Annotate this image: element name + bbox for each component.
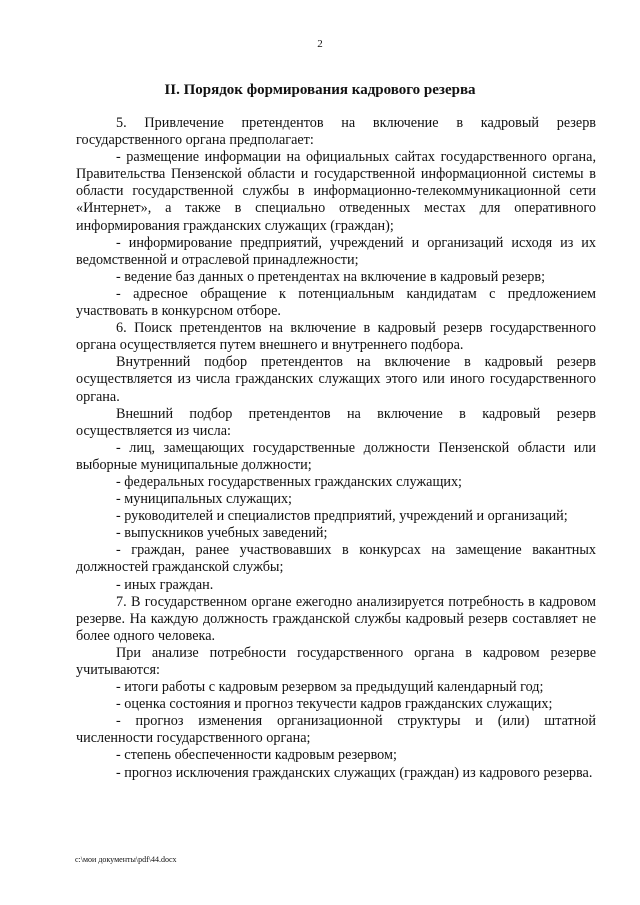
paragraph: Внутренний подбор претендентов на включение в кадровый резерв осуществляется из числа гражданских служащих этого или иного государственного органа.	[76, 354, 596, 405]
paragraph: - оценка состояния и прогноз текучести кадров гражданских служащих;	[116, 696, 553, 713]
section-title: II. Порядок формирования кадрового резерва	[164, 82, 476, 98]
document-body	[76, 115, 596, 782]
paragraph: - информирование предприятий, учреждений и организаций исходя из их ведомственной и отраслевой принадлежности;	[76, 234, 596, 268]
paragraph: - ведение баз данных о претендентах на включение в кадровый резерв;	[116, 268, 546, 285]
paragraph: - муниципальных служащих;	[116, 491, 292, 508]
paragraph: - граждан, ранее участвовавших в конкурсах на замещение вакантных должностей гражданской службы;	[76, 542, 596, 576]
paragraph: - руководителей и специалистов предприятий, учреждений и организаций;	[116, 508, 568, 525]
footer-file-path: c:\мои документы\pdf\44.docx	[75, 855, 177, 864]
paragraph: - размещение информации на официальных сайтах государственного органа, Правительства Пензенской области и государственной информационной системы в области государственной службы в информационно-телекоммуникационной сети «Интернет», а также в специально отведенных местах для оперативного информирования гражданских служащих (граждан);	[76, 149, 596, 234]
paragraph: - выпускников учебных заведений;	[116, 525, 328, 542]
paragraph: - иных граждан.	[116, 576, 214, 593]
paragraph: 6. Поиск претендентов на включение в кадровый резерв государственного органа осуществляется путем внешнего и внутреннего подбора.	[76, 320, 596, 354]
paragraph: 7. В государственном органе ежегодно анализируется потребность в кадровом резерве. На каждую должность гражданской службы кадровый резерв составляет не более одного человека.	[76, 593, 596, 644]
paragraph: - лиц, замещающих государственные должности Пензенской области или выборные муниципальные должности;	[76, 439, 596, 473]
paragraph: - прогноз изменения организационной структуры и (или) штатной численности государственного органа;	[76, 713, 596, 747]
paragraph: Внешний подбор претендентов на включение в кадровый резерв осуществляется из числа:	[76, 405, 596, 439]
paragraph: - федеральных государственных гражданских служащих;	[116, 473, 462, 490]
paragraph: - итоги работы с кадровым резервом за предыдущий календарный год;	[116, 679, 544, 696]
paragraph: - адресное обращение к потенциальным кандидатам с предложением участвовать в конкурсном отборе.	[76, 285, 596, 320]
paragraph: При анализе потребности государственного органа в кадровом резерве учитываются:	[76, 644, 596, 678]
page-number: 2	[317, 38, 323, 50]
paragraph: 5. Привлечение претендентов на включение в кадровый резерв государственного органа предполагает:	[76, 115, 596, 149]
paragraph: - прогноз исключения гражданских служащих (граждан) из кадрового резерва.	[116, 764, 593, 781]
paragraph: - степень обеспеченности кадровым резервом;	[116, 747, 397, 764]
